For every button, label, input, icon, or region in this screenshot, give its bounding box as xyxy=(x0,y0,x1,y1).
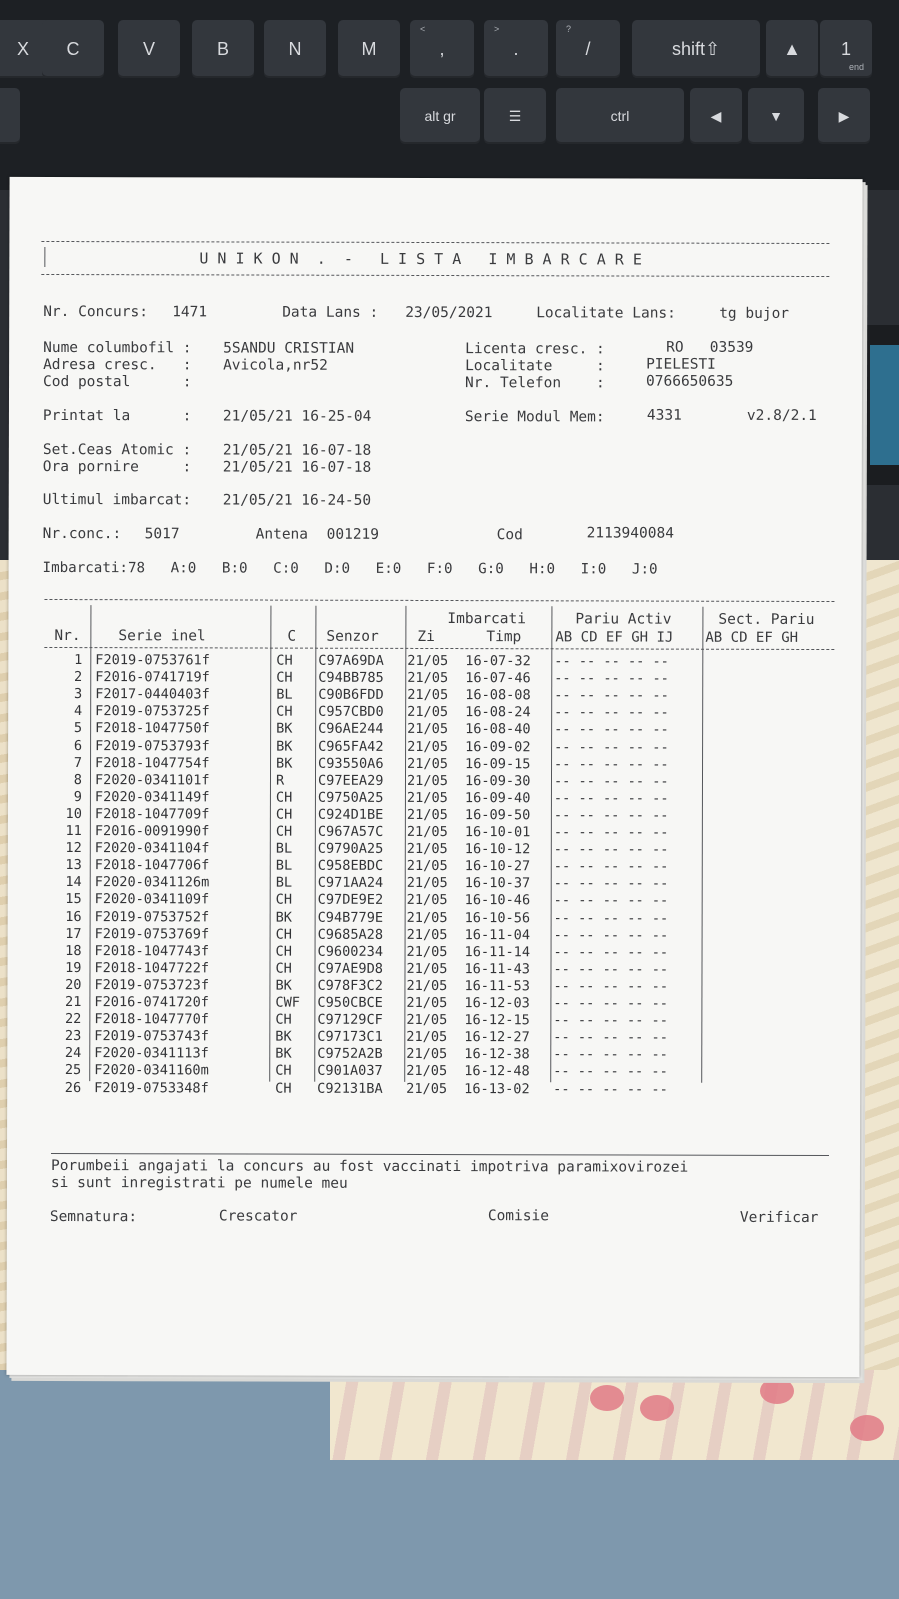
row-color: BK xyxy=(275,909,293,926)
col-header-timp: Timp xyxy=(486,629,522,646)
key-label: ▼ xyxy=(769,108,783,124)
row-color: CH xyxy=(275,823,293,840)
key-label: N xyxy=(288,38,302,59)
row-serie: F2018-1047750f xyxy=(95,720,210,737)
row-pariu: -- -- -- -- -- xyxy=(554,670,669,687)
key-label: ☰ xyxy=(508,107,522,124)
ultimul-value: 21/05/21 16-24-50 xyxy=(222,492,372,509)
row-color: BK xyxy=(275,1045,292,1062)
adresa-value: Avicola,nr52 xyxy=(223,357,328,374)
row-zi: 21/05 xyxy=(406,1012,448,1029)
ultimul-label: Ultimul imbarcat: xyxy=(42,491,192,509)
row-timp: 16-12-15 xyxy=(464,1012,530,1029)
row-serie: F2019-0753769f xyxy=(94,925,210,943)
row-senzor: C90B6FDD xyxy=(318,686,384,704)
column-rule xyxy=(701,607,703,1083)
column-rule xyxy=(550,606,552,1082)
set-ceas-label: Set.Ceas Atomic : xyxy=(42,441,192,459)
key xyxy=(410,20,474,78)
row-number: 6 xyxy=(73,737,83,754)
row-senzor: C9750A25 xyxy=(317,789,384,806)
row-serie: F2019-0753793f xyxy=(95,737,210,754)
serie-modul-label: Serie Modul Mem: xyxy=(464,409,605,426)
row-number: 21 xyxy=(65,994,82,1011)
row-senzor: C97AE9D8 xyxy=(317,960,384,977)
row-zi: 21/05 xyxy=(407,652,449,670)
tablet-screen xyxy=(870,345,899,465)
row-pariu: -- -- -- -- -- xyxy=(553,773,669,790)
row-number: 7 xyxy=(73,754,83,771)
row-zi: 21/05 xyxy=(406,841,448,858)
row-timp: 16-11-53 xyxy=(464,977,530,995)
row-serie: F2018-1047770f xyxy=(94,1011,209,1028)
data-lans-value: 23/05/2021 xyxy=(405,304,493,322)
key-sublabel: end xyxy=(848,62,864,72)
row-zi: 21/05 xyxy=(406,926,448,943)
key-sublabel: > xyxy=(494,24,500,34)
localitate-lans-value: tg bujor xyxy=(719,305,790,322)
version: v2.8/2.1 xyxy=(746,407,817,424)
row-zi: 21/05 xyxy=(407,721,449,738)
row-color: CH xyxy=(275,926,292,943)
row-senzor: C950CBCE xyxy=(317,994,383,1011)
row-number: 5 xyxy=(73,720,83,737)
row-senzor: C97DE9E2 xyxy=(317,892,384,909)
row-zi: 21/05 xyxy=(406,892,448,909)
adresa-label: Adresa cresc. : xyxy=(43,356,192,374)
row-timp: 16-08-24 xyxy=(465,704,531,721)
row-timp: 16-09-30 xyxy=(464,772,531,789)
key xyxy=(338,20,400,78)
antena-value: 001219 xyxy=(326,526,380,543)
col-header-zi: Zi xyxy=(417,628,435,646)
footer-rule xyxy=(51,1153,829,1156)
row-timp: 16-12-38 xyxy=(464,1046,530,1063)
row-pariu: -- -- -- -- -- xyxy=(553,943,669,961)
col-header-sect-sub: AB CD EF GH xyxy=(705,629,799,646)
row-color: CH xyxy=(275,789,293,806)
row-timp: 16-10-27 xyxy=(464,858,531,875)
row-timp: 16-07-46 xyxy=(465,670,531,687)
row-timp: 16-08-08 xyxy=(465,687,531,704)
row-serie: F2020-0341126m xyxy=(94,874,210,891)
row-color: BL xyxy=(275,840,293,857)
row-color: BL xyxy=(275,874,293,891)
row-serie: F2019-0753743f xyxy=(94,1028,209,1045)
col-header-pariu: Pariu Activ xyxy=(575,611,672,628)
column-rule xyxy=(89,605,91,1081)
row-zi: 21/05 xyxy=(406,994,448,1012)
footer-declaration-line2: si sunt inregistrati pe numele meu xyxy=(50,1174,348,1192)
row-number: 23 xyxy=(64,1028,82,1045)
row-pariu: -- -- -- -- -- xyxy=(553,978,669,995)
crescator-label: Crescator xyxy=(218,1208,298,1225)
row-number: 17 xyxy=(65,925,82,942)
row-pariu: -- -- -- -- -- xyxy=(554,653,669,670)
ora-pornire-value: 21/05/21 16-07-18 xyxy=(222,459,372,476)
row-color: R xyxy=(275,772,285,789)
row-serie: F2019-0753725f xyxy=(95,703,210,720)
fabric-right xyxy=(860,560,899,1440)
key-label: / xyxy=(585,38,591,59)
row-number: 4 xyxy=(73,703,83,720)
row-pariu: -- -- -- -- -- xyxy=(553,995,669,1012)
key-label: 1 xyxy=(840,38,851,59)
row-number: 2 xyxy=(74,669,83,686)
row-pariu: -- -- -- -- -- xyxy=(553,1029,668,1046)
rose-pattern xyxy=(640,1395,674,1421)
row-senzor: C958EBDC xyxy=(317,857,384,875)
row-pariu: -- -- -- -- -- xyxy=(553,1012,668,1029)
row-serie: F2016-0741719f xyxy=(95,669,210,686)
row-serie: F2020-0341113f xyxy=(94,1045,209,1062)
col-header-sect: Sect. Pariu xyxy=(718,611,815,628)
row-timp: 16-10-01 xyxy=(464,824,531,841)
row-serie: F2018-1047722f xyxy=(94,959,210,977)
key-label: , xyxy=(439,38,445,59)
row-senzor: C97173C1 xyxy=(317,1028,383,1046)
key xyxy=(632,20,760,78)
row-senzor: C97EEA29 xyxy=(317,772,384,789)
row-serie: F2020-0341104f xyxy=(94,840,210,857)
row-pariu: -- -- -- -- -- xyxy=(553,909,669,927)
row-color: BL xyxy=(276,686,293,703)
nr-concurs-value: 1471 xyxy=(172,304,208,321)
row-serie: F2020-0341101f xyxy=(94,771,210,789)
row-timp: 16-12-27 xyxy=(464,1029,530,1046)
rose-pattern xyxy=(590,1385,624,1411)
row-pariu: -- -- -- -- -- xyxy=(553,926,669,944)
row-pariu: -- -- -- -- -- xyxy=(554,687,669,704)
row-senzor: C971AA24 xyxy=(317,874,384,892)
row-zi: 21/05 xyxy=(407,738,449,755)
row-color: CH xyxy=(276,669,293,686)
key xyxy=(484,20,548,78)
serie-modul-value: 4331 xyxy=(646,407,682,424)
key xyxy=(818,88,870,144)
row-senzor: C957CBD0 xyxy=(318,703,384,721)
table-top-border xyxy=(44,599,834,602)
row-senzor: C9790A25 xyxy=(317,840,384,857)
nume-value: 5SANDU CRISTIAN xyxy=(223,340,355,357)
row-color: BK xyxy=(275,1028,292,1045)
row-number: 24 xyxy=(64,1045,82,1062)
row-timp: 16-10-12 xyxy=(464,841,531,858)
col-header-nr: Nr. xyxy=(54,628,81,645)
row-pariu: -- -- -- -- -- xyxy=(553,807,669,824)
row-senzor: C97A69DA xyxy=(318,652,384,669)
row-senzor: C965FA42 xyxy=(318,738,384,755)
row-pariu: -- -- -- -- -- xyxy=(554,704,669,721)
key xyxy=(766,20,818,78)
key-label: . xyxy=(513,38,519,59)
row-pariu: -- -- -- -- -- xyxy=(553,961,669,978)
row-color: BK xyxy=(275,977,292,994)
row-zi: 21/05 xyxy=(406,1080,448,1097)
nr-conc-value: 5017 xyxy=(144,526,180,543)
fabric-band xyxy=(330,1370,899,1460)
row-number: 11 xyxy=(65,823,82,840)
row-timp: 16-09-50 xyxy=(464,806,531,824)
row-serie: F2018-1047743f xyxy=(94,942,210,960)
key xyxy=(0,88,20,144)
row-number: 18 xyxy=(65,942,82,959)
separator xyxy=(44,247,45,267)
row-color: BL xyxy=(275,857,293,874)
row-zi: 21/05 xyxy=(407,755,448,772)
row-number: 20 xyxy=(65,976,82,993)
licenta-label: Licenta cresc. : xyxy=(465,341,605,358)
nr-concurs-label: Nr. Concurs: xyxy=(43,303,149,321)
key-label: V xyxy=(142,38,155,59)
telefon-value: 0766650635 xyxy=(646,373,734,390)
row-number: 16 xyxy=(65,908,82,925)
col-header-imbarcati: Imbarcati xyxy=(447,611,527,628)
row-serie: F2019-0753761f xyxy=(95,652,210,669)
verificar-label: Verificar xyxy=(739,1209,819,1227)
row-color: CH xyxy=(275,1080,292,1097)
key-label: ◀ xyxy=(710,107,722,124)
row-color: CH xyxy=(275,943,292,960)
key-label: B xyxy=(216,38,229,59)
row-senzor: C9685A28 xyxy=(317,926,384,943)
row-number: 10 xyxy=(65,805,82,822)
row-color: BK xyxy=(276,755,293,772)
antena-label: Antena xyxy=(255,526,309,543)
data-lans-label: Data Lans : xyxy=(282,304,379,321)
row-color: CH xyxy=(275,891,293,909)
row-zi: 21/05 xyxy=(407,704,449,721)
row-number: 13 xyxy=(65,857,82,874)
row-color: BK xyxy=(276,738,293,755)
ora-pornire-label: Ora pornire : xyxy=(42,458,192,476)
key-sublabel: ? xyxy=(566,24,572,34)
row-zi: 21/05 xyxy=(407,670,449,687)
row-zi: 21/05 xyxy=(406,1029,448,1046)
row-number: 12 xyxy=(65,840,82,857)
row-serie: F2018-1047709f xyxy=(94,806,210,823)
cod-value: 2113940084 xyxy=(586,525,674,542)
telefon-label: Nr. Telefon : xyxy=(465,375,605,392)
key-label: shift⇧ xyxy=(671,38,721,59)
row-timp: 16-09-40 xyxy=(464,789,531,807)
row-number: 1 xyxy=(74,652,83,669)
separator xyxy=(41,241,829,244)
row-pariu: -- -- -- -- -- xyxy=(553,858,669,875)
col-header-senzor: Senzor xyxy=(326,628,379,645)
row-timp: 16-11-04 xyxy=(464,926,531,943)
row-timp: 16-12-03 xyxy=(464,995,530,1012)
row-number: 19 xyxy=(65,959,82,976)
row-number: 15 xyxy=(65,891,82,908)
row-zi: 21/05 xyxy=(406,977,448,994)
page-title: U N I K O N . - L I S T A I M B A R C A R E xyxy=(199,249,642,269)
row-pariu: -- -- -- -- -- xyxy=(553,892,669,910)
row-timp: 16-10-46 xyxy=(464,892,531,909)
key-label: M xyxy=(361,38,377,59)
row-timp: 16-11-43 xyxy=(464,960,531,978)
row-color: BK xyxy=(276,720,293,738)
row-pariu: -- -- -- -- -- xyxy=(553,790,669,807)
row-serie: F2020-0341149f xyxy=(94,788,210,806)
row-timp: 16-09-02 xyxy=(465,738,531,755)
key xyxy=(748,88,804,144)
row-senzor: C967A57C xyxy=(317,823,384,840)
row-color: CH xyxy=(276,703,293,720)
row-zi: 21/05 xyxy=(406,909,448,926)
row-timp: 16-12-48 xyxy=(464,1063,530,1080)
row-senzor: C93550A6 xyxy=(318,755,384,772)
key xyxy=(556,20,620,78)
row-serie: F2017-0440403f xyxy=(95,686,210,703)
key xyxy=(820,20,872,78)
row-serie: F2019-0753752f xyxy=(94,908,210,925)
printat-label: Printat la : xyxy=(42,407,192,425)
row-zi: 21/05 xyxy=(406,960,448,977)
key xyxy=(192,20,254,78)
localitate-value: PIELESTI xyxy=(646,356,716,373)
row-serie: F2018-1047754f xyxy=(95,754,210,772)
key-sublabel: < xyxy=(420,24,426,34)
footer-declaration-line1: Porumbeii angajati la concurs au fost vaccinati impotriva paramixovirozei xyxy=(50,1157,689,1176)
key-label: X xyxy=(16,38,29,59)
key xyxy=(264,20,326,78)
table-header-border xyxy=(44,647,834,650)
key xyxy=(556,88,684,144)
row-zi: 21/05 xyxy=(406,858,448,875)
row-timp: 16-07-32 xyxy=(465,653,531,670)
row-serie: F2020-0341109f xyxy=(94,891,210,908)
col-header-c: C xyxy=(287,628,297,645)
key xyxy=(118,20,180,78)
cod-label: Cod xyxy=(496,527,523,544)
printat-value: 21/05/21 16-25-04 xyxy=(222,408,372,425)
row-senzor: C9600234 xyxy=(317,943,384,960)
localitate-lans-label: Localitate Lans: xyxy=(536,305,676,322)
key xyxy=(484,88,546,144)
row-senzor: C94BB785 xyxy=(318,669,384,686)
row-pariu: -- -- -- -- -- xyxy=(554,721,669,739)
row-senzor: C96AE244 xyxy=(318,721,384,738)
row-pariu: -- -- -- -- -- xyxy=(553,841,669,858)
row-pariu: -- -- -- -- -- xyxy=(553,1080,668,1098)
key-label: ▲ xyxy=(783,38,801,59)
nr-conc-label: Nr.conc.: xyxy=(42,525,122,543)
key-label: ctrl xyxy=(610,108,630,124)
row-timp: 16-11-14 xyxy=(464,943,531,960)
printed-paper xyxy=(6,177,862,1377)
set-ceas-value: 21/05/21 16-07-18 xyxy=(222,442,372,459)
nume-label: Nume columbofil : xyxy=(43,339,192,357)
row-senzor: C901A037 xyxy=(317,1063,383,1080)
row-serie: F2016-0741720f xyxy=(94,994,210,1011)
key xyxy=(42,20,104,78)
row-pariu: -- -- -- -- -- xyxy=(553,1063,668,1081)
row-zi: 21/05 xyxy=(406,823,448,841)
key-label: alt gr xyxy=(424,108,456,124)
licenta-value: RO 03539 xyxy=(666,339,754,356)
key xyxy=(690,88,742,144)
row-pariu: -- -- -- -- -- xyxy=(553,1046,668,1063)
key xyxy=(400,88,480,144)
row-timp: 16-10-56 xyxy=(464,909,531,926)
comisie-label: Comisie xyxy=(487,1208,549,1225)
key-label: ▶ xyxy=(838,107,850,124)
row-zi: 21/05 xyxy=(406,789,448,806)
row-number: 8 xyxy=(73,771,83,788)
row-senzor: C924D1BE xyxy=(317,806,384,823)
row-pariu: -- -- -- -- -- xyxy=(554,755,669,773)
row-pariu: -- -- -- -- -- xyxy=(554,738,669,756)
key-label: C xyxy=(66,38,80,59)
row-timp: 16-13-02 xyxy=(464,1080,530,1097)
row-zi: 21/05 xyxy=(407,687,449,704)
row-zi: 21/05 xyxy=(406,1063,448,1080)
localitate-label: Localitate : xyxy=(465,358,605,375)
rose-pattern xyxy=(760,1378,794,1404)
row-serie: F2019-0753723f xyxy=(94,977,210,994)
row-serie: F2019-0753348f xyxy=(94,1079,209,1096)
row-senzor: C92131BA xyxy=(317,1080,383,1097)
rose-pattern xyxy=(850,1415,884,1441)
row-serie: F2016-0091990f xyxy=(94,823,210,840)
row-timp: 16-09-15 xyxy=(465,755,531,772)
row-number: 22 xyxy=(64,1011,82,1028)
row-zi: 21/05 xyxy=(406,772,448,789)
column-rule xyxy=(269,606,271,1082)
row-color: CH xyxy=(275,1011,292,1028)
row-color: CH xyxy=(276,652,293,669)
row-pariu: -- -- -- -- -- xyxy=(553,824,669,841)
semnatura-label: Semnatura: xyxy=(49,1208,138,1226)
row-color: CH xyxy=(275,1062,292,1080)
row-zi: 21/05 xyxy=(406,1046,448,1063)
row-zi: 21/05 xyxy=(406,875,448,892)
row-color: CH xyxy=(275,960,292,977)
row-number: 25 xyxy=(64,1062,82,1079)
row-number: 3 xyxy=(74,686,83,703)
row-number: 14 xyxy=(65,874,82,891)
row-zi: 21/05 xyxy=(406,943,448,960)
counts-line: Imbarcati:78 A:0 B:0 C:0 D:0 E:0 F:0 G:0 H:0 I:0 J:0 xyxy=(42,559,658,578)
row-senzor: C9752A2B xyxy=(317,1045,383,1063)
row-pariu: -- -- -- -- -- xyxy=(553,875,669,892)
cod-postal-label: Cod postal : xyxy=(43,373,192,391)
row-serie: F2020-0341160m xyxy=(94,1062,209,1079)
row-number: 9 xyxy=(73,788,82,805)
separator xyxy=(41,274,829,277)
laptop-keyboard xyxy=(0,0,899,190)
col-header-pariu-sub: AB CD EF GH IJ xyxy=(555,629,674,646)
column-rule xyxy=(314,606,316,1082)
tablet-device xyxy=(858,325,899,485)
row-number: 26 xyxy=(64,1079,82,1096)
col-header-serie: Serie inel xyxy=(118,628,206,645)
row-senzor: C94B779E xyxy=(317,909,384,926)
row-color: CH xyxy=(275,806,293,823)
row-timp: 16-08-40 xyxy=(465,721,531,738)
row-timp: 16-10-37 xyxy=(464,875,531,892)
row-serie: F2018-1047706f xyxy=(94,857,210,874)
row-zi: 21/05 xyxy=(406,806,448,823)
row-color: CWF xyxy=(275,994,300,1011)
row-senzor: C97129CF xyxy=(317,1011,383,1028)
row-senzor: C978F3C2 xyxy=(317,977,383,994)
